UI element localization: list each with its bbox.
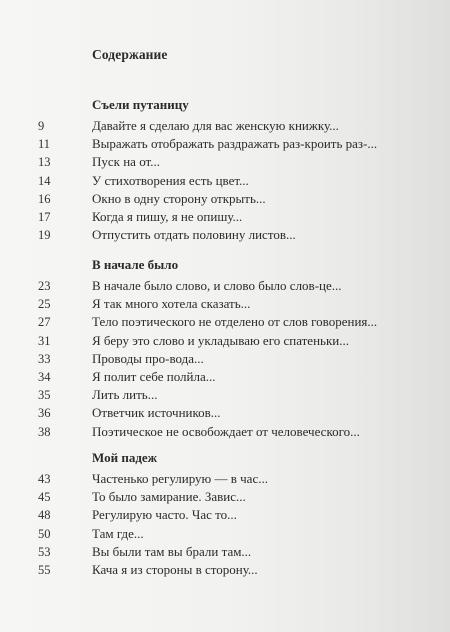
- page-number: 38: [38, 424, 51, 439]
- toc-entry: [0, 506, 450, 524]
- entry-text: Проводы про-вода...: [92, 350, 204, 366]
- entry-text: У стихотворения есть цвет...: [92, 172, 249, 188]
- entry-text: В начале было слово, и слово было слов-це...: [92, 278, 342, 293]
- toc-entry: [0, 295, 450, 313]
- toc-entry: [0, 117, 450, 135]
- section-title: Съели путаницу: [92, 97, 189, 112]
- entry-text: Ответчик источников...: [92, 405, 221, 421]
- toc-entry: [0, 470, 450, 488]
- entry-text: Выражать отображать раздражать раз-кроить раз-...: [92, 136, 378, 152]
- page-number: 11: [38, 137, 51, 152]
- entry-text: Давайте я сделаю для вас женскую книжку...: [92, 118, 339, 133]
- entry-text: Там где...: [92, 525, 144, 541]
- page-number: 14: [38, 173, 51, 188]
- entry-text: Я беру это слово и укладываю его спатеньки...: [92, 332, 349, 348]
- section-title: Мой падеж: [92, 450, 158, 465]
- page-number: 23: [38, 279, 51, 293]
- page-number: 25: [38, 297, 51, 312]
- entry-text: Окно в одну сторону открыть...: [92, 190, 266, 206]
- entry-text: Вы были там вы брали там...: [92, 543, 252, 559]
- toc-entry: [0, 423, 450, 441]
- toc-entry: [0, 368, 450, 386]
- entry-text: Я так много хотела сказать...: [92, 296, 251, 312]
- toc-entry: [0, 208, 450, 226]
- entry-text: Регулирую часто. Час то...: [92, 507, 237, 523]
- page-title: Содержание: [92, 47, 168, 62]
- entry-text: Отпустить отдать половину листов...: [92, 227, 296, 243]
- page-number: 9: [38, 119, 45, 133]
- page-number: 16: [38, 191, 51, 206]
- entry-text: Кача я из стороны в сторону...: [92, 561, 258, 577]
- toc-entry: [0, 135, 450, 153]
- page-number: 33: [38, 351, 51, 366]
- toc-entry: [0, 153, 450, 171]
- toc-entries: [0, 470, 450, 579]
- toc-entry: [0, 226, 450, 244]
- entry-text: Лить лить...: [92, 387, 158, 403]
- page-number: 35: [38, 388, 51, 403]
- entry-text: Частенько регулирую — в час...: [92, 471, 268, 486]
- page-number: 19: [38, 228, 51, 243]
- entry-text: То было замирание. Завис...: [92, 489, 246, 505]
- page-number: 48: [38, 508, 51, 523]
- toc-entry: [0, 172, 450, 190]
- page-number: 43: [38, 472, 51, 486]
- toc-entries: [0, 117, 450, 244]
- toc-entries: [0, 277, 450, 441]
- entry-text: Пуск на от...: [92, 154, 160, 170]
- page-number: 34: [38, 369, 51, 384]
- entry-text: Тело поэтического не отделено от слов говорения...: [92, 314, 378, 330]
- page-number: 36: [38, 406, 51, 421]
- toc-entry: [0, 190, 450, 208]
- entry-text: Я полит себе полйла...: [92, 368, 216, 384]
- page-number: 13: [38, 155, 51, 170]
- toc-entry: [0, 561, 450, 579]
- page-number: 50: [38, 526, 51, 541]
- entry-text: Когда я пишу, я не опишу...: [92, 208, 243, 224]
- page-number: 53: [38, 544, 51, 559]
- toc-entry: [0, 313, 450, 331]
- toc-entry: [0, 350, 450, 368]
- toc-entry: [0, 525, 450, 543]
- page-number: 27: [38, 315, 51, 330]
- page-number: 17: [38, 209, 51, 224]
- toc-entry: [0, 332, 450, 350]
- entry-text: Поэтическое не освобождает от человеческого...: [92, 423, 360, 439]
- toc-entry: [0, 386, 450, 404]
- toc-entry: [0, 404, 450, 422]
- page-number: 55: [38, 562, 51, 577]
- section-title: В начале было: [92, 257, 179, 272]
- toc-entry: [0, 543, 450, 561]
- page-number: 31: [38, 333, 51, 348]
- toc-entry: [0, 488, 450, 506]
- page-number: 45: [38, 490, 51, 505]
- toc-entry: [0, 277, 450, 295]
